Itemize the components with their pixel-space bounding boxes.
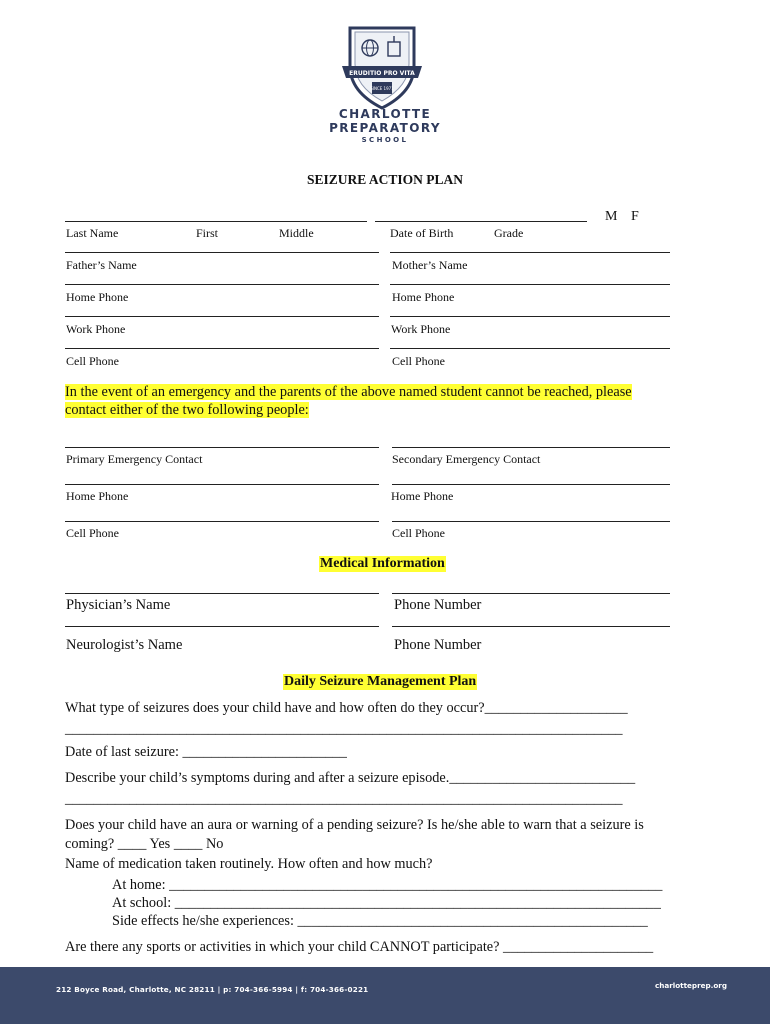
student-name-line[interactable] (65, 221, 367, 222)
emergency-notice-line1: In the event of an emergency and the parents of the above named student cannot be reached, please (65, 384, 632, 400)
mother-name-line[interactable] (390, 252, 670, 253)
form-title: SEIZURE ACTION PLAN (306, 172, 464, 187)
medication-at-school-field[interactable]: At school: ____________________________________________________________________ (112, 895, 661, 911)
aura-yes-no-field[interactable]: coming? ____ Yes ____ No (65, 836, 224, 852)
physician-name-label: Physician’s Name (66, 597, 171, 613)
dob-grade-line[interactable] (375, 221, 587, 222)
secondary-home-phone-label: Home Phone (391, 489, 454, 503)
gender-f-option[interactable]: F (631, 209, 639, 224)
medication-at-home-field[interactable]: At home: _____________________________________________________________________ (112, 877, 663, 893)
mother-cell-phone-line[interactable] (390, 348, 670, 349)
primary-cell-phone-line[interactable] (65, 521, 379, 522)
father-work-phone-line[interactable] (65, 316, 379, 317)
logo-motto-text: ERUDITIO PRO VITA (349, 70, 415, 77)
primary-contact-label: Primary Emergency Contact (66, 452, 203, 466)
neurologist-phone-label: Phone Number (394, 637, 482, 653)
footer-contact-info: 212 Boyce Road, Charlotte, NC 28211 | p: 704-366-5994 | f: 704-366-0221 (56, 985, 369, 994)
last-seizure-date-field[interactable]: Date of last seizure: _______________________ (65, 744, 347, 760)
father-cell-phone-label: Cell Phone (66, 354, 119, 368)
sports-restriction-question[interactable]: Are there any sports or activities in which your child CANNOT participate? _____________________ (65, 939, 654, 955)
gender-m-option[interactable]: M (605, 209, 618, 224)
medical-information-heading: Medical Information (320, 556, 445, 571)
mother-home-phone-line[interactable] (390, 284, 670, 285)
emergency-notice (65, 383, 685, 419)
seizure-types-answer-line[interactable]: ______________________________________________________________________________ (65, 721, 623, 737)
mother-home-phone-label: Home Phone (392, 290, 455, 304)
primary-cell-phone-label: Cell Phone (66, 526, 119, 540)
school-name (0, 108, 770, 144)
father-cell-phone-line[interactable] (65, 348, 379, 349)
mother-work-phone-label: Work Phone (391, 322, 451, 336)
page-footer (0, 967, 770, 1024)
secondary-cell-phone-label: Cell Phone (392, 526, 445, 540)
last-name-label: Last Name (66, 226, 119, 240)
mother-name-label: Mother’s Name (392, 258, 468, 272)
school-name-line1: CHARLOTTE (338, 107, 432, 121)
physician-name-line[interactable] (65, 593, 379, 594)
dob-label: Date of Birth (390, 226, 454, 240)
father-home-phone-line[interactable] (65, 284, 379, 285)
father-name-label: Father’s Name (66, 258, 137, 272)
school-name-line2: PREPARATORY (329, 121, 441, 135)
physician-phone-label: Phone Number (394, 597, 482, 613)
logo-since-text: SINCE 1971 (370, 86, 394, 91)
primary-home-phone-label: Home Phone (66, 489, 129, 503)
primary-home-phone-line[interactable] (65, 484, 379, 485)
secondary-cell-phone-line[interactable] (392, 521, 670, 522)
secondary-home-phone-line[interactable] (392, 484, 670, 485)
physician-phone-line[interactable] (392, 593, 670, 594)
footer-website-link[interactable]: charlotteprep.org (655, 981, 727, 990)
symptoms-answer-line[interactable]: ______________________________________________________________________________ (65, 791, 623, 807)
medication-question: Name of medication taken routinely. How often and how much? (65, 856, 433, 872)
emergency-notice-line2: contact either of the two following people: (65, 402, 309, 418)
neurologist-phone-line[interactable] (392, 626, 670, 627)
neurologist-name-line[interactable] (65, 626, 379, 627)
secondary-contact-label: Secondary Emergency Contact (392, 452, 541, 466)
school-name-line3: SCHOOL (361, 136, 409, 144)
father-home-phone-label: Home Phone (66, 290, 129, 304)
father-name-line[interactable] (65, 252, 379, 253)
school-crest-logo (336, 22, 428, 114)
neurologist-name-label: Neurologist’s Name (66, 637, 183, 653)
daily-plan-heading: Daily Seizure Management Plan (284, 674, 477, 689)
father-work-phone-label: Work Phone (66, 322, 126, 336)
aura-question: Does your child have an aura or warning of a pending seizure? Is he/she able to warn that a seizure is (65, 817, 644, 833)
secondary-contact-line[interactable] (392, 447, 670, 448)
side-effects-field[interactable]: Side effects he/she experiences: _________________________________________________ (112, 913, 648, 929)
seizure-types-question[interactable]: What type of seizures does your child have and how often do they occur?____________________ (65, 700, 628, 716)
first-name-label: First (196, 226, 219, 240)
grade-label: Grade (494, 226, 524, 240)
primary-contact-line[interactable] (65, 447, 379, 448)
mother-work-phone-line[interactable] (390, 316, 670, 317)
mother-cell-phone-label: Cell Phone (392, 354, 445, 368)
middle-name-label: Middle (279, 226, 314, 240)
symptoms-question[interactable]: Describe your child’s symptoms during and after a seizure episode.__________________________ (65, 770, 636, 786)
